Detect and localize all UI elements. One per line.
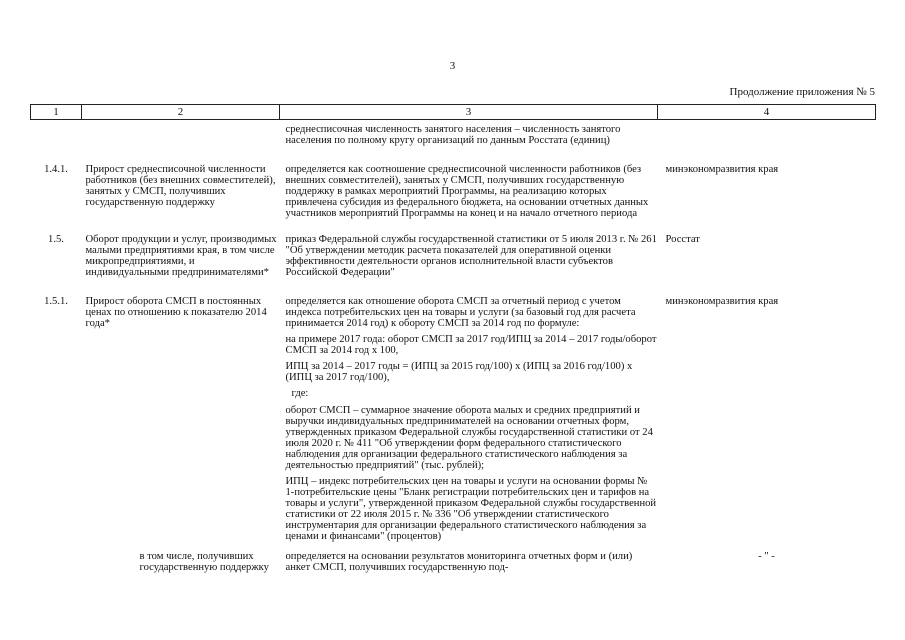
row-number xyxy=(31,547,82,578)
indicators-table xyxy=(30,104,876,578)
table-row xyxy=(31,120,876,162)
column-header: 1 xyxy=(31,105,82,120)
definition-paragraph: ИПЦ – индекс потребительских цен на товары и услуги на основании формы № 1-потребительские цены "Бланк регистрации потребительских цен и тарифов на товары и услуги", утвержденной приказом Федеральной службы государственной статистики от 22 июля 2015 г. № 336 "Об утверждении статистического инструментария для организации федерального статистического наблюдения за ценами и финансами" (процентов) xyxy=(285,475,657,542)
calculation-method xyxy=(280,162,658,234)
method-paragraph: определяется как соотношение среднесписочной численности работников (без внешних совместителей), занятых у СМСП, получивших государственную поддержку в рамках мероприятий Программы, на реализацию которых привлечена субсидия из федерального бюджета, на основании отчетных данных участников мероприятий Программы на конец и на начало отчетного периода xyxy=(285,163,649,219)
data-source: - " - xyxy=(758,550,775,562)
definition-paragraph: оборот СМСП – суммарное значение оборота малых и средних предприятий и выручки индивидуальных предпринимателей на основании отчетных форм, утвержденных приказом Федеральной службы государственной статистики от 24 июля 2020 г. № 411 "Об утверждении форм федерального статистического наблюдения для организации федерального статистического наблюдения за деятельностью предприятий" (тыс. рублей); xyxy=(285,404,653,471)
method-paragraph: определяется как отношение оборота СМСП за отчетный период с учетом индекса потребительских цен на товары и услуги (за базовый год для расчета принимается 2014 год) к обороту СМСП за 2014 год по формуле: xyxy=(285,295,636,329)
row-number: 1.5. xyxy=(48,233,64,245)
column-header: 4 xyxy=(658,105,876,120)
table-row xyxy=(31,547,876,578)
method-paragraph: определяется на основании результатов мониторинга отчетных форм и (или) анкет СМСП, получивших государственную под- xyxy=(285,550,633,573)
row-number: 1.5.1. xyxy=(44,295,68,307)
indicator-name: в том числе, получивших государственную поддержку xyxy=(139,550,269,573)
table-row xyxy=(31,162,876,234)
row-number xyxy=(31,120,82,162)
calculation-method xyxy=(280,294,658,547)
continuation-title: Продолжение приложения № 5 xyxy=(729,86,875,98)
data-source: Росстат xyxy=(665,233,700,245)
table-header-row xyxy=(31,105,876,120)
where-label: где: xyxy=(291,387,309,399)
indicator-name: Прирост среднесписочной численности работников (без внешних совместителей), занятых у СМСП, получивших государственную поддержку xyxy=(85,163,276,208)
data-source xyxy=(658,120,876,162)
calculation-method xyxy=(280,547,658,578)
calculation-method xyxy=(280,120,658,162)
calculation-method xyxy=(280,234,658,294)
formula-paragraph: на примере 2017 года: оборот СМСП за 2017 год/ИПЦ за 2014 – 2017 годы/оборот СМСП за 2014 год х 100, xyxy=(285,333,657,356)
table-row xyxy=(31,294,876,547)
page-number: 3 xyxy=(449,60,456,72)
column-header: 3 xyxy=(280,105,658,120)
table-row xyxy=(31,234,876,294)
method-paragraph: приказ Федеральной службы государственной статистики от 5 июля 2013 г. № 261 "Об утверждении методик расчета показателей для оперативной оценки эффективности деятельности органов исполнительной власти субъектов Российской Федерации" xyxy=(285,233,657,278)
column-header: 2 xyxy=(82,105,280,120)
data-source: минэкономразвития края xyxy=(665,163,779,175)
row-number: 1.4.1. xyxy=(44,163,68,175)
formula-paragraph: ИПЦ за 2014 – 2017 годы = (ИПЦ за 2015 год/100) х (ИПЦ за 2016 год/100) х (ИПЦ за 2017 год/100), xyxy=(285,360,633,383)
indicator-name: Прирост оборота СМСП в постоянных ценах по отношению к показателю 2014 года* xyxy=(85,295,267,329)
data-source: минэкономразвития края xyxy=(665,295,779,307)
method-paragraph: среднесписочная численность занятого населения – численность занятого населения по полному кругу организаций по данным Росстата (единиц) xyxy=(285,124,621,146)
indicator-name xyxy=(82,120,280,162)
indicator-name: Оборот продукции и услуг, производимых малыми предприятиями края, в том числе микропредприятиями, и индивидуальными предпринимателями* xyxy=(85,233,277,278)
